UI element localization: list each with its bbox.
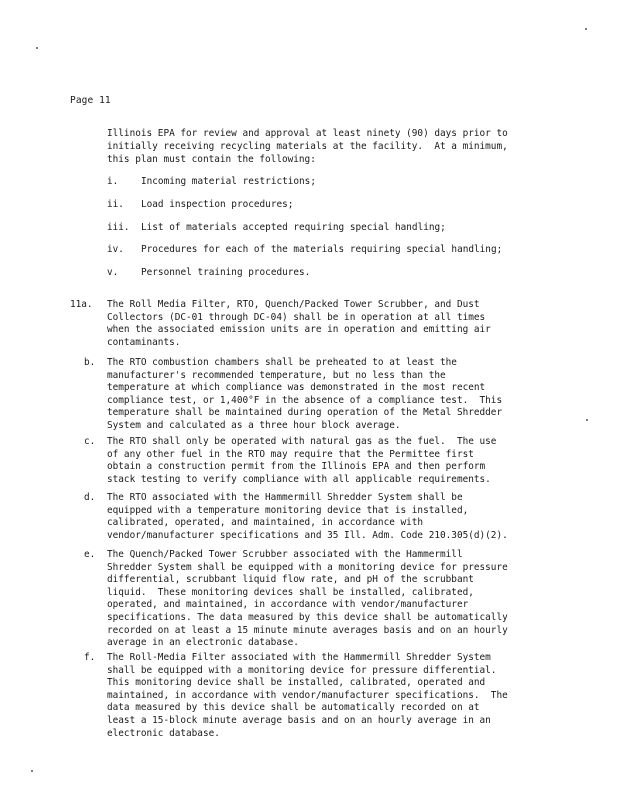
condition-line: data measured by this device shall be automatically recorded on at: [107, 702, 480, 714]
condition-line: The RTO associated with the Hammermill Shredder System shall be: [107, 492, 463, 503]
plan-item-numeral: v.: [107, 267, 119, 278]
condition-line: This monitoring device shall be installed, calibrated, operated and: [107, 677, 486, 689]
plan-item-text: List of materials accepted requiring special handling;: [141, 222, 446, 233]
condition-text: [107, 492, 508, 542]
condition-line: Collectors (DC-01 through DC-04) shall be in operation at all times: [107, 311, 486, 323]
condition-text: [107, 652, 508, 740]
condition-line: The RTO combustion chambers shall be preheated to at least the: [107, 357, 457, 368]
condition-11a: [70, 299, 550, 351]
condition-label: d.: [84, 492, 96, 503]
condition-label: e.: [84, 549, 96, 560]
condition-line: temperature shall be maintained during operation of the Metal Shredder: [107, 407, 503, 419]
scan-speck: [586, 419, 588, 421]
condition-line: specifications. The data measured by this device shall be automatically: [107, 611, 508, 623]
condition-line: when the associated emission units are in operation and emitting air: [107, 324, 491, 336]
condition-line: calibrated, operated, and maintained, in accordance with: [107, 517, 424, 529]
condition-e: [84, 549, 550, 653]
plan-item-numeral: ii.: [107, 199, 124, 210]
plan-item-text: Incoming material restrictions;: [141, 176, 316, 187]
condition-line: obtain a construction permit from the Illinois EPA and then perform: [107, 461, 486, 473]
condition-line: manufacturer's recommended temperature, but no less than the: [107, 369, 446, 381]
condition-line: of any other fuel in the RTO may require that the Permittee first: [107, 448, 474, 460]
condition-line: liquid. These monitoring devices shall be installed, calibrated,: [107, 586, 474, 598]
intro-paragraph: [107, 127, 547, 166]
condition-line: The Quench/Packed Tower Scrubber associated with the Hammermill: [107, 549, 463, 560]
plan-item-text: Personnel training procedures.: [141, 267, 311, 278]
condition-f: [84, 652, 550, 744]
page-number: Page 11: [70, 95, 111, 106]
condition-line: shall be equipped with a monitoring device for pressure differential.: [107, 664, 497, 676]
condition-line: vendor/manufacturer specifications and 35 Ill. Adm. Code 210.305(d)(2).: [107, 529, 508, 541]
condition-label: b.: [84, 357, 96, 368]
condition-line: System and calculated as a three hour block average.: [107, 419, 401, 431]
condition-line: The RTO shall only be operated with natural gas as the fuel. The use: [107, 436, 497, 447]
condition-d: [84, 492, 550, 544]
plan-item-text: Procedures for each of the materials requiring special handling;: [141, 244, 503, 255]
condition-line: average in an electronic database.: [107, 637, 299, 649]
scan-speck: [31, 770, 33, 772]
condition-line: Shredder System shall be equipped with a monitoring device for pressure: [107, 561, 508, 573]
condition-line: contaminants.: [107, 336, 181, 348]
plan-item-numeral: iv.: [107, 244, 124, 255]
condition-line: differential, scrubbant liquid flow rate, and pH of the scrubbant: [107, 574, 474, 586]
condition-text: [107, 436, 496, 486]
condition-line: The Roll-Media Filter associated with the Hammermill Shredder System: [107, 652, 491, 663]
intro-line: Illinois EPA for review and approval at least ninety (90) days prior to: [107, 128, 508, 139]
plan-item-numeral: iii.: [107, 222, 130, 233]
plan-item-text: Load inspection procedures;: [141, 199, 294, 210]
condition-line: least a 15-block minute average basis and on an hourly average in an: [107, 714, 491, 726]
condition-label: f.: [84, 652, 96, 663]
condition-line: temperature at which compliance was demonstrated in the most recent: [107, 382, 486, 394]
condition-text: [107, 299, 491, 349]
condition-line: equipped with a temperature monitoring device that is installed,: [107, 504, 469, 516]
scan-speck: [585, 28, 587, 30]
condition-label: c.: [84, 436, 96, 447]
condition-line: maintained, in accordance with vendor/manufacturer specifications. The: [107, 689, 508, 701]
condition-text: [107, 357, 502, 433]
condition-label: 11a.: [70, 299, 93, 310]
condition-text: [107, 549, 508, 650]
condition-line: stack testing to verify compliance with all applicable requirements.: [107, 473, 491, 485]
condition-line: electronic database.: [107, 727, 220, 739]
condition-c: [84, 436, 550, 488]
condition-line: compliance test, or 1,400°F in the absence of a compliance test. This: [107, 394, 503, 406]
condition-line: recorded on at least a 15 minute minute averages basis and on an hourly: [107, 624, 508, 636]
condition-line: The Roll Media Filter, RTO, Quench/Packed Tower Scrubber, and Dust: [107, 299, 480, 310]
scan-speck: [36, 47, 38, 49]
intro-line: this plan must contain the following:: [107, 154, 316, 165]
intro-line: initially receiving recycling materials at the facility. At a minimum,: [107, 141, 508, 152]
condition-b: [84, 357, 550, 435]
plan-item-numeral: i.: [107, 176, 119, 187]
condition-line: operated, and maintained, in accordance with vendor/manufacturer: [107, 599, 469, 611]
